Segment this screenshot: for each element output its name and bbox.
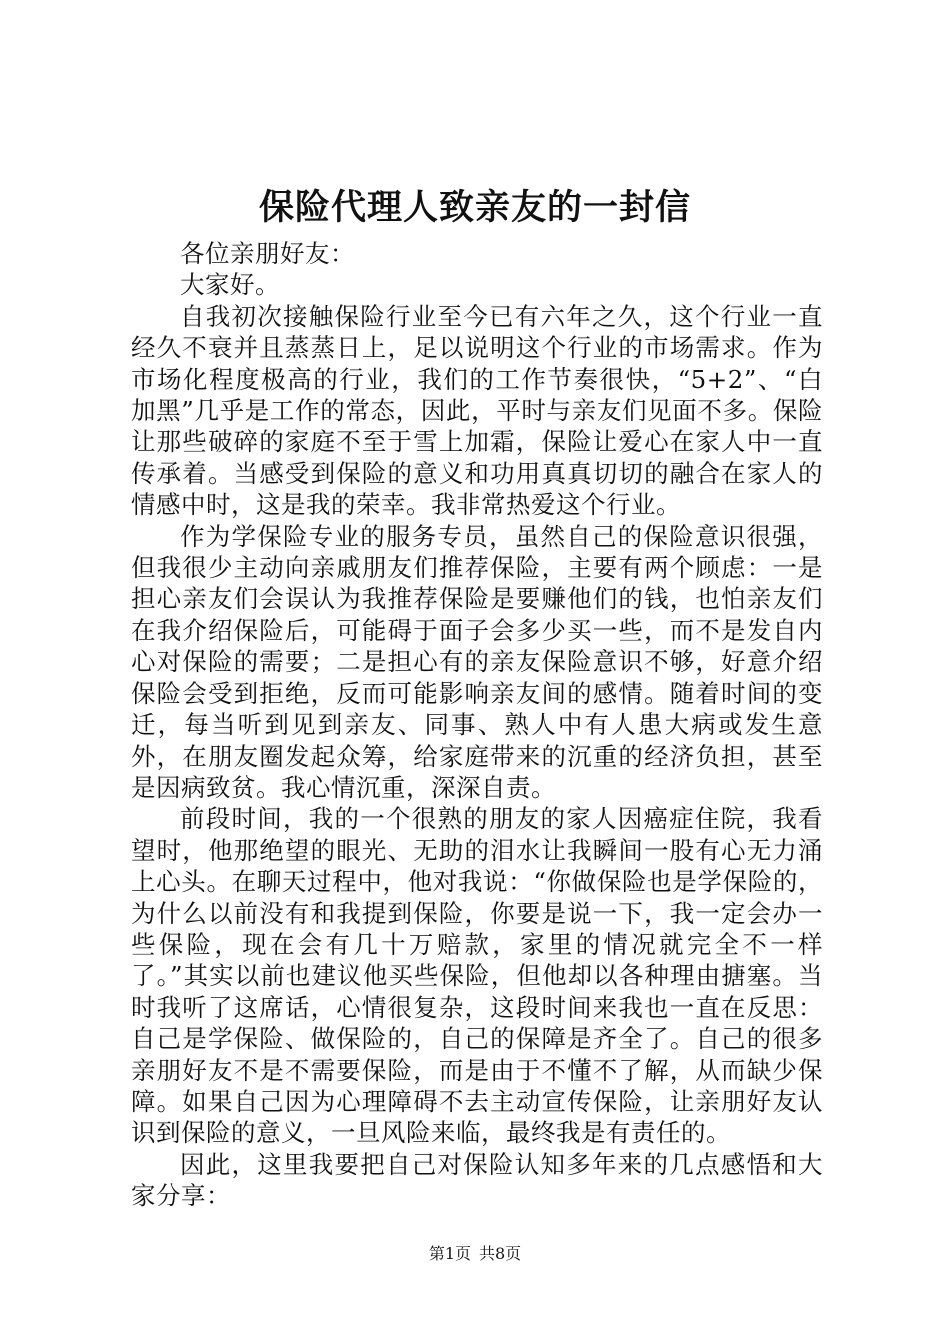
body-paragraph: 作为学保险专业的服务专员，虽然自己的保险意识很强，但我很少主动向亲戚朋友们推荐保险，主要有两个顾虑：一是担心亲友们会误认为我推荐保险是要赚他们的钱，也怕亲友们在我介绍保险后，可能碍于面子会多少买一些，而不是发自内心对保险的需要；二是担心有的亲友保险意识不够，好意介绍保险会受到拒绝，反而可能影响亲友间的感情。随着时间的变迁，每当听到见到亲友、同事、熟人中有人患大病或发生意外，在朋友圈发起众筹，给家庭带来的沉重的经济负担，甚至是因病致贫。我心情沉重，深深自责。 — [131, 521, 823, 802]
document-title: 保险代理人致亲友的一封信 — [258, 187, 691, 228]
page-total: 共8页 — [479, 1244, 522, 1263]
body-paragraph: 前段时间，我的一个很熟的朋友的家人因癌症住院，我看望时，他那绝望的眼光、无助的泪水让我瞬间一股有心无力涌上心头。在聊天过程中，他对我说：“你做保险也是学保险的，为什么以前没有和我提到保险，你要是说一下，我一定会办一些保险，现在会有几十万赔款，家里的情况就完全不一样了。”其实以前也建议他买些保险，但他却以各种理由搪塞。当时我听了这席话，心情很复杂，这段时间来我也一直在反思：自己是学保险、做保险的，自己的保障是齐全了。自己的很多亲朋好友不是不需要保险，而是由于不懂不了解，从而缺少保障。如果自己因为心理障碍不去主动宣传保险，让亲朋好友认识到保险的意义，一旦风险来临，最终我是有责任的。 — [131, 804, 823, 1148]
salutation: 各位亲朋好友： — [180, 239, 355, 268]
body-paragraph: 自我初次接触保险行业至今已有六年之久，这个行业一直经久不衰并且蒸蒸日上，足以说明这个行业的市场需求。作为市场化程度极高的行业，我们的工作节奏很快，“5+2”、“白加黑”几乎是工作的常态，因此，平时与亲友们见面不多。保险让那些破碎的家庭不至于雪上加霜，保险让爱心在家人中一直传承着。当感受到保险的意义和功用真真切切的融合在家人的情感中时，这是我的荣幸。我非常热爱这个行业。 — [131, 301, 823, 520]
body-paragraph: 因此，这里我要把自己对保险认知多年来的几点感悟和大家分享： — [131, 1149, 823, 1211]
page-number: 第1页 — [428, 1244, 471, 1263]
greeting: 大家好。 — [180, 270, 280, 300]
page-footer — [0, 1243, 950, 1265]
document-body — [131, 238, 823, 1212]
